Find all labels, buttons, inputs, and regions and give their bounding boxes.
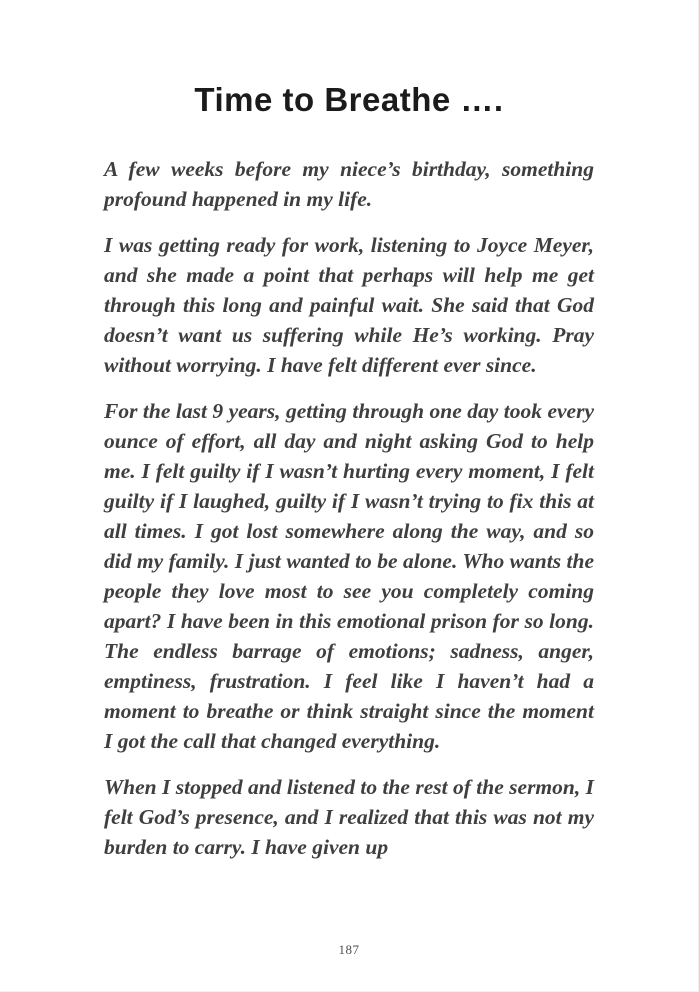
body-paragraph: I was getting ready for work, listening to Joyce Meyer, and she made a point that perhaps will help me get through this long and painful wait. She said that God doesn’t want us suffering while He’s working. Pray without worrying. I have felt different ever since.: [104, 233, 594, 377]
chapter-title: Time to Breathe ….: [194, 81, 504, 118]
body-paragraph: When I stopped and listened to the rest of the sermon, I felt God’s presence, and I realized that this was not my burden to carry. I have given up: [104, 775, 594, 859]
body-paragraph: For the last 9 years, getting through one day took every ounce of effort, all day and night asking God to help me. I felt guilty if I wasn’t hurting every moment, I felt guilty if I laughed, guilty if I wasn’t trying to fix this at all times. I got lost somewhere along the way, and so did my family. I just wanted to be alone. Who wants the people they love most to see you completely coming apart? I have been in this emotional prison for so long. The endless barrage of emotions; sadness, anger, emptiness, frustration. I feel like I haven’t had a moment to breathe or think straight since the moment I got the call that changed everything.: [104, 399, 594, 753]
chapter-body: [104, 154, 594, 862]
body-paragraph: A few weeks before my niece’s birthday, something profound happened in my life.: [104, 157, 594, 211]
page-number: 187: [338, 942, 360, 957]
